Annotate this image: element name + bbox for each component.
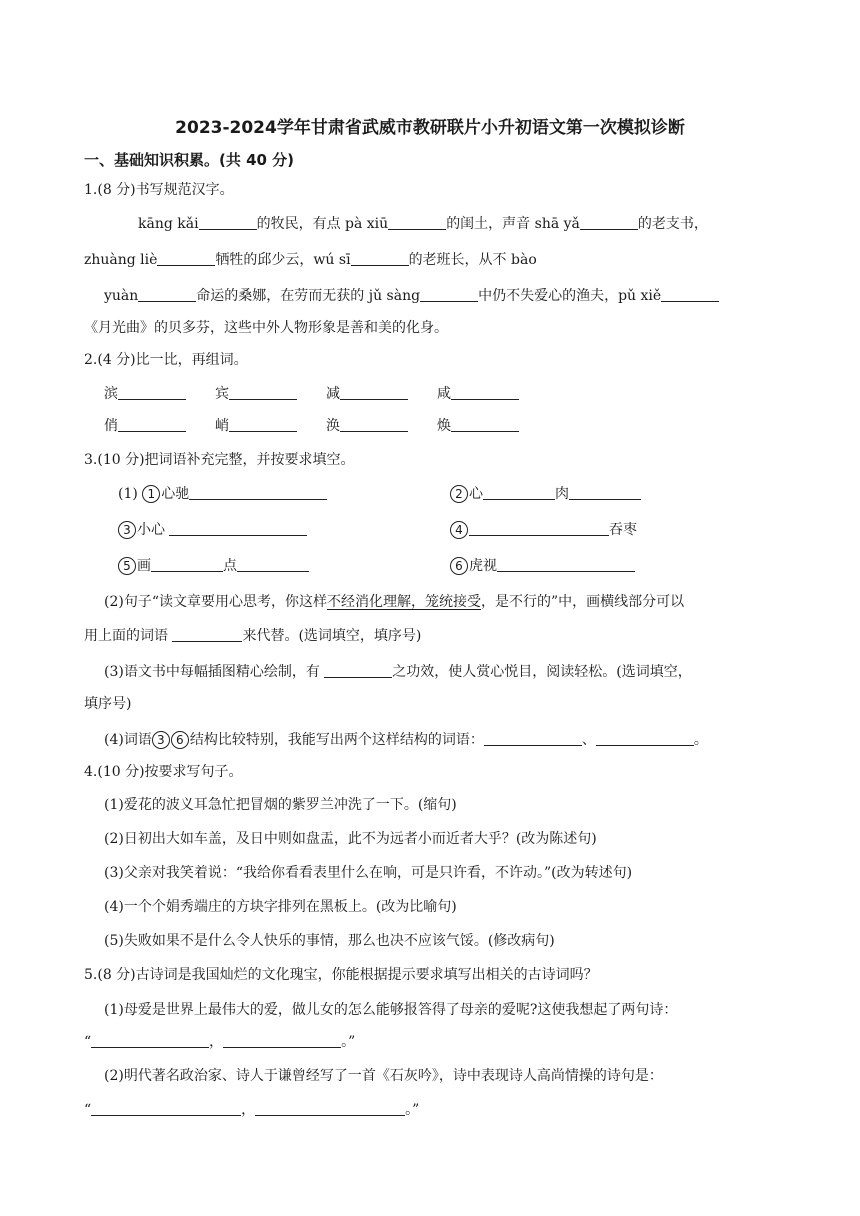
char-item xyxy=(437,416,519,436)
text: ， xyxy=(241,1102,256,1118)
char: 减 xyxy=(326,386,340,402)
answer-blank[interactable] xyxy=(223,1033,341,1048)
text: 、 xyxy=(581,732,596,748)
text: 心驰 xyxy=(161,486,190,502)
text: 牺牲的邱少云，wú sī xyxy=(215,252,351,268)
answer-blank[interactable] xyxy=(118,385,186,400)
answer-blank[interactable] xyxy=(596,731,694,746)
text: 心 xyxy=(469,486,483,502)
answer-blank[interactable] xyxy=(483,485,555,500)
quote-mark: “ xyxy=(84,1034,92,1050)
answer-blank[interactable] xyxy=(118,417,186,432)
answer-blank[interactable] xyxy=(169,521,307,536)
pinyin: zhuàng liè xyxy=(84,252,158,268)
text: 的闺土，声音 shā yǎ xyxy=(446,216,580,232)
q5-part-2-answer xyxy=(84,1100,780,1120)
idiom-item-6 xyxy=(450,556,635,576)
answer-blank[interactable] xyxy=(580,215,638,230)
text: 虎视 xyxy=(469,558,497,574)
text: ，是不行的”中，画横线部分可以 xyxy=(481,594,685,610)
answer-blank[interactable] xyxy=(189,485,327,500)
question-2-heading: 2.(4 分)比一比，再组词。 xyxy=(84,352,248,368)
text: 的牧民，有点 pà xiū xyxy=(256,216,389,232)
circled-number: 3 xyxy=(118,521,136,539)
q5-part-2: (2)明代著名政治家、诗人于谦曾经写了一首《石灰吟》，诗中表现诗人高尚情操的诗句是： xyxy=(104,1068,663,1084)
q1-line-2 xyxy=(84,250,780,270)
circled-number: 6 xyxy=(171,731,189,749)
char: 滨 xyxy=(104,386,118,402)
idiom-item-4 xyxy=(450,520,637,540)
pinyin: yuàn xyxy=(104,288,139,304)
answer-blank[interactable] xyxy=(469,521,609,536)
answer-blank[interactable] xyxy=(484,731,582,746)
char-item xyxy=(215,384,297,404)
text: 中仍不失爱心的渔夫，pǔ xiě xyxy=(478,288,662,304)
char: 咸 xyxy=(437,386,451,402)
q3-part-3 xyxy=(104,662,780,682)
answer-blank[interactable] xyxy=(229,385,297,400)
answer-blank[interactable] xyxy=(420,287,478,302)
answer-blank[interactable] xyxy=(91,1101,241,1116)
question-3-heading: 3.(10 分)把词语补充完整，并按要求填空。 xyxy=(84,452,355,468)
text: 的老支书， xyxy=(637,216,708,232)
q4-sentence-1: (1)爱花的波义耳急忙把冒烟的紫罗兰冲洗了一下。(缩句) xyxy=(104,797,457,813)
circled-number: 5 xyxy=(118,557,136,575)
char-item xyxy=(215,416,297,436)
q1-line-1 xyxy=(138,214,780,234)
circled-number: 3 xyxy=(152,731,170,749)
text: 之功效，使人赏心悦目，阅读轻松。(选词填空， xyxy=(392,664,692,680)
answer-blank[interactable] xyxy=(340,385,408,400)
answer-blank[interactable] xyxy=(324,663,392,678)
q4-sentence-4: (4)一个个娟秀端庄的方块字排列在黑板上。(改为比喻句) xyxy=(104,899,457,915)
answer-blank[interactable] xyxy=(451,385,519,400)
answer-blank[interactable] xyxy=(151,557,223,572)
answer-blank[interactable] xyxy=(340,417,408,432)
text: 命运的桑娜，在劳而无获的 jǔ sàng xyxy=(196,288,421,304)
answer-blank[interactable] xyxy=(388,215,446,230)
text: 的老班长，从不 bào xyxy=(408,252,537,268)
quote-mark: 。” xyxy=(341,1034,356,1050)
circled-number: 2 xyxy=(450,485,468,503)
circled-number: 6 xyxy=(450,557,468,575)
text: 。 xyxy=(693,732,708,748)
text: 画 xyxy=(137,558,151,574)
text: 小心 xyxy=(137,522,165,538)
circled-number: 4 xyxy=(450,521,468,539)
q3-part-3-cont: 填序号) xyxy=(84,696,132,712)
underlined-phrase: 不经消化理解，笼统接受 xyxy=(327,594,481,610)
answer-blank[interactable] xyxy=(351,251,409,266)
idiom-item-2 xyxy=(450,484,641,504)
answer-blank[interactable] xyxy=(497,557,635,572)
q4-sentence-5: (5)失败如果不是什么令人快乐的事情，那么也决不应该气馁。(修改病句) xyxy=(104,933,555,949)
char-item xyxy=(104,416,186,436)
char: 宾 xyxy=(215,386,229,402)
q3-part-4 xyxy=(104,730,780,750)
char-item xyxy=(437,384,519,404)
text: (4)词语 xyxy=(104,732,152,748)
q5-part-1: (1)母爱是世界上最伟大的爱，做儿女的怎么能够报答得了母亲的爱呢?这使我想起了两句诗： xyxy=(104,1002,678,1018)
text: ， xyxy=(209,1034,224,1050)
q4-sentence-3: (3)父亲对我笑着说：“我给你看看表里什么在响，可是只许看，不许动。”(改为转述句) xyxy=(104,865,633,881)
sub-label: (1) xyxy=(118,486,138,502)
pinyin: kāng kǎi xyxy=(138,216,199,232)
answer-blank[interactable] xyxy=(172,627,242,642)
char-item xyxy=(326,416,408,436)
q1-line-3 xyxy=(104,286,780,306)
answer-blank[interactable] xyxy=(661,287,719,302)
text: (2)句子“读文章要用心思考，你这样 xyxy=(104,594,327,610)
answer-blank[interactable] xyxy=(451,417,519,432)
text: 结构比较特别，我能写出两个这样结构的词语： xyxy=(189,732,484,748)
text: (3)语文书中每幅插图精心绘制，有 xyxy=(104,664,320,680)
answer-blank[interactable] xyxy=(229,417,297,432)
quote-mark: “ xyxy=(84,1102,92,1118)
answer-blank[interactable] xyxy=(199,215,257,230)
q1-line-4: 《月光曲》的贝多芬，这些中外人物形象是善和美的化身。 xyxy=(84,320,448,336)
text: 肉 xyxy=(555,486,569,502)
idiom-item-5 xyxy=(118,556,309,576)
text: 点 xyxy=(223,558,237,574)
char-item xyxy=(326,384,408,404)
char: 峭 xyxy=(215,418,229,434)
answer-blank[interactable] xyxy=(138,287,196,302)
section-heading: 一、基础知识积累。(共 40 分) xyxy=(84,151,295,169)
question-4-heading: 4.(10 分)按要求写句子。 xyxy=(84,764,243,780)
idiom-item-3 xyxy=(118,520,307,540)
char: 俏 xyxy=(104,418,118,434)
q4-sentence-2: (2)日初出大如车盖，及日中则如盘盂，此不为远者小而近者大乎？(改为陈述句) xyxy=(104,831,597,847)
answer-blank[interactable] xyxy=(569,485,641,500)
char: 涣 xyxy=(326,418,340,434)
answer-blank[interactable] xyxy=(91,1033,209,1048)
quote-mark: 。” xyxy=(405,1102,420,1118)
answer-blank[interactable] xyxy=(157,251,215,266)
char-item xyxy=(104,384,186,404)
text: 来代替。(选词填空，填序号) xyxy=(242,628,422,644)
idiom-item-1 xyxy=(118,484,327,504)
question-5-heading: 5.(8 分)古诗词是我国灿烂的文化瑰宝，你能根据提示要求填写出相关的古诗词吗？ xyxy=(84,967,598,983)
circled-number: 1 xyxy=(142,485,160,503)
q5-part-1-answer xyxy=(84,1032,780,1052)
question-1-heading: 1.(8 分)书写规范汉字。 xyxy=(84,182,234,198)
q3-part-2-cont xyxy=(84,626,780,646)
q3-part-2 xyxy=(104,592,780,612)
page-title: 2023-2024学年甘肃省武威市教研联片小升初语文第一次模拟诊断 xyxy=(175,118,685,138)
answer-blank[interactable] xyxy=(237,557,309,572)
text: 用上面的词语 xyxy=(84,628,168,644)
answer-blank[interactable] xyxy=(255,1101,405,1116)
char: 焕 xyxy=(437,418,451,434)
text: 吞枣 xyxy=(609,522,637,538)
